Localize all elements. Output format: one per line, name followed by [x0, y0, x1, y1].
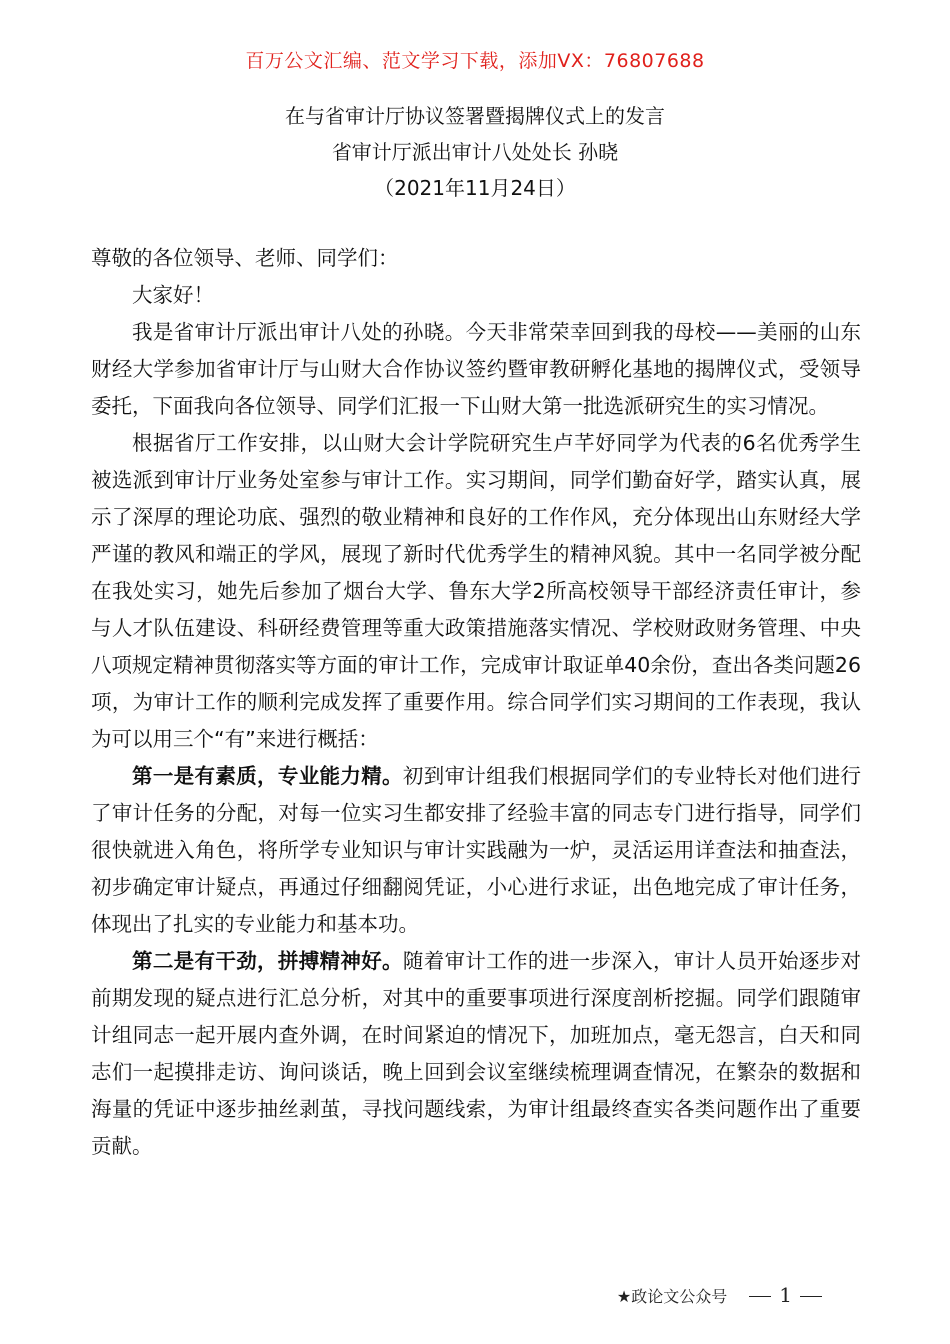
paragraph-point-one: [91, 758, 861, 943]
speech-title: 在与省审计厅协议签署暨揭牌仪式上的发言: [285, 104, 665, 128]
point-two-heading: 第二是有干劲，拼搏精神好。: [132, 949, 403, 973]
footer-source: ★政论文公众号: [616, 1287, 728, 1306]
dash-left: [749, 1296, 771, 1297]
point-one-text: 初到审计组我们根据同学们的专业特长对他们进行了审计任务的分配，对每一位实习生都安排了经验丰富的同志专门进行指导，同学们很快就进入角色，将所学专业知识与审计实践融为一炉，灵活运用详查法和抽查法，初步确定审计疑点，再通过仔细翻阅凭证，小心进行求证，出色地完成了审计任务，体现出了扎实的专业能力和基本功。: [91, 764, 862, 936]
page-footer: [617, 1283, 830, 1307]
point-one-heading: 第一是有素质，专业能力精。: [132, 764, 403, 788]
salutation: 尊敬的各位领导、老师、同学们：: [91, 246, 399, 270]
title-block: [0, 98, 950, 206]
point-two-text: 随着审计工作的进一步深入，审计人员开始逐步对前期发现的疑点进行汇总分析，对其中的重要事项进行深度剖析挖掘。同学们跟随审计组同志一起开展内查外调，在时间紧迫的情况下，加班加点，毫无怨言，白天和同志们一起摸排走访、询问谈话，晚上回到会议室继续梳理调查情况，在繁杂的数据和海量的凭证中逐步抽丝剥茧，寻找问题线索，为审计组最终查实各类问题作出了重要贡献。: [91, 949, 862, 1158]
speech-body: [91, 240, 861, 1165]
paragraph-intro: 我是省审计厅派出审计八处的孙晓。今天非常荣幸回到我的母校——美丽的山东财经大学参加省审计厅与山财大合作协议签约暨审教研孵化基地的揭牌仪式，受领导委托，下面我向各位领导、同学们汇报一下山财大第一批选派研究生的实习情况。: [91, 320, 861, 418]
greeting: 大家好！: [132, 283, 214, 307]
speaker-line: 省审计厅派出审计八处处长 孙晓: [331, 140, 619, 164]
speech-date: （2021年11月24日）: [374, 176, 576, 200]
page-number: 1: [779, 1283, 792, 1307]
dash-right: [800, 1296, 822, 1297]
page-number-wrap: [741, 1283, 830, 1307]
paragraph-overview: 根据省厅工作安排，以山财大会计学院研究生卢芊妤同学为代表的6名优秀学生被选派到审计厅业务处室参与审计工作。实习期间，同学们勤奋好学，踏实认真，展示了深厚的理论功底、强烈的敬业精神和良好的工作作风，充分体现出山东财经大学严谨的教风和端正的学风，展现了新时代优秀学生的精神风貌。其中一名同学被分配在我处实习，她先后参加了烟台大学、鲁东大学2所高校领导干部经济责任审计，参与人才队伍建设、科研经费管理等重大政策措施落实情况、学校财政财务管理、中央八项规定精神贯彻落实等方面的审计工作，完成审计取证单40余份，查出各类问题26项，为审计工作的顺利完成发挥了重要作用。综合同学们实习期间的工作表现，我认为可以用三个“有”来进行概括：: [91, 431, 861, 751]
promo-banner: 百万公文汇编、范文学习下载，添加VX：76807688: [245, 50, 705, 72]
paragraph-point-two: [91, 943, 861, 1165]
